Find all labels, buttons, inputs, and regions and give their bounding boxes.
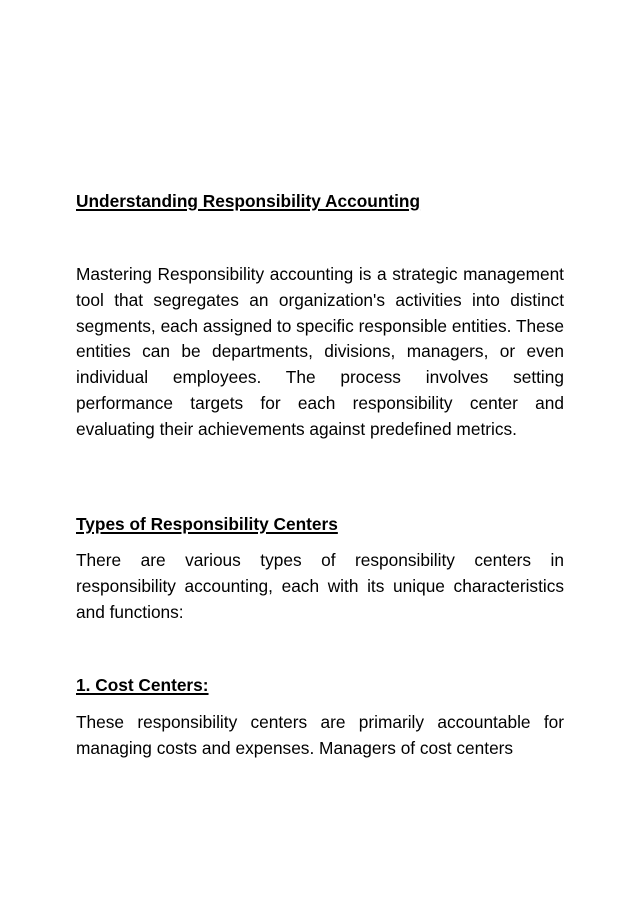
section-paragraph-understanding: Mastering Responsibility accounting is a strategic management tool that segregates an organization's activities into distinct segments, each assigned to specific responsible entities. These entities can be departments, divisions, managers, or even individual employees. The process involves setting performance targets for each responsibility center and evaluating their achievements against predefined metrics. [76,264,564,439]
section-heading-cost-centers: 1. Cost Centers: [76,675,209,695]
section-paragraph-cost-centers: These responsibility centers are primarily accountable for managing costs and expenses. Managers of cost centers [76,712,564,758]
section-heading-types: Types of Responsibility Centers [76,514,338,534]
section-heading-understanding: Understanding Responsibility Accounting [76,191,421,211]
section-paragraph-types: There are various types of responsibility centers in responsibility accounting, each with its unique characteristics and functions: [76,550,564,622]
